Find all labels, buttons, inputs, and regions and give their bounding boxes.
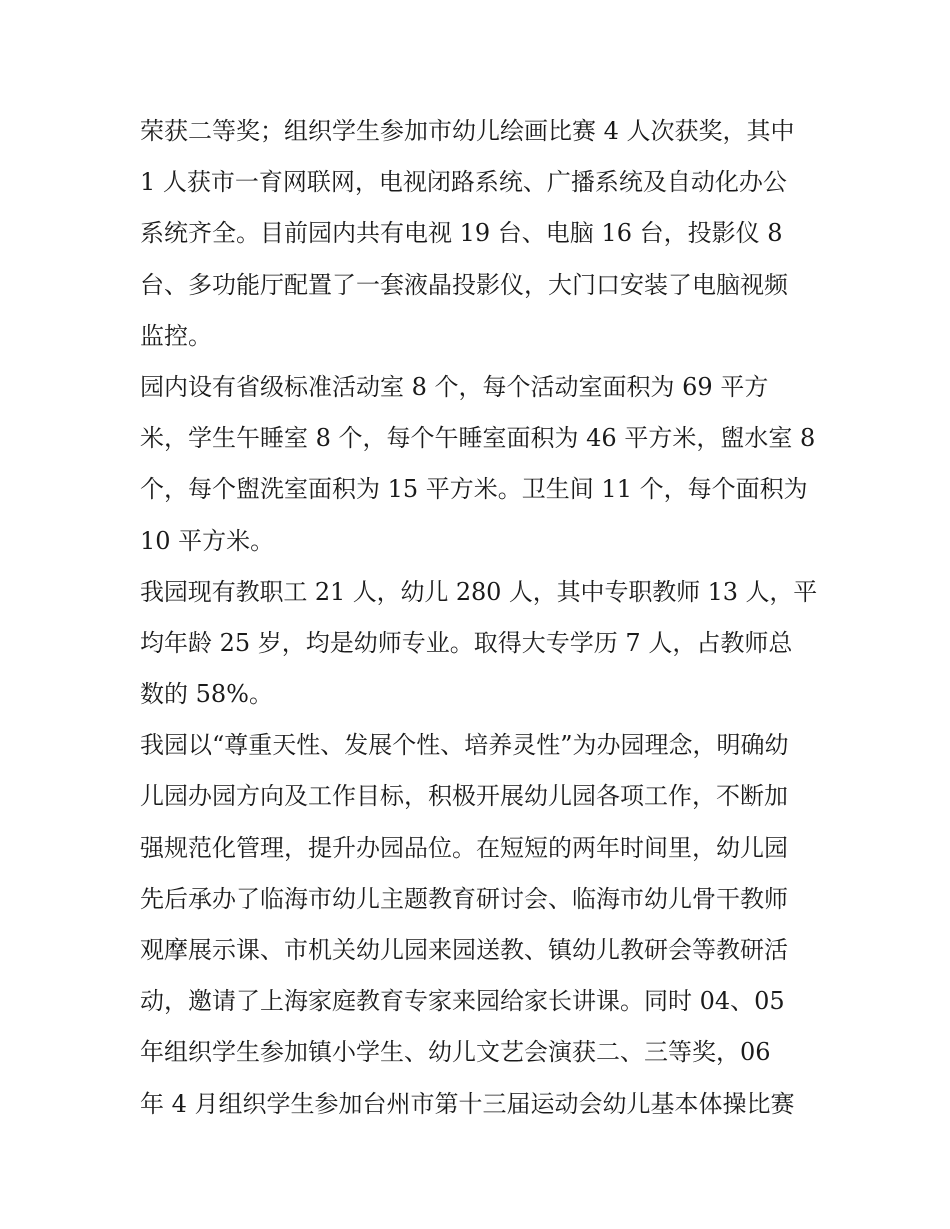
text-line: 系统齐全。目前园内共有电视 19 台、电脑 16 台，投影仪 8 (140, 219, 783, 248)
text-line: 台、多功能厅配置了一套液晶投影仪，大门口安装了电脑视频 (140, 270, 788, 299)
text-line: 监控。 (140, 321, 212, 350)
text-line: 我园以“尊重天性、发展个性、培养灵性”为办园理念，明确幼 (140, 731, 789, 760)
text-line: 米，学生午睡室 8 个，每个午睡室面积为 46 平方米，盥水室 8 (140, 424, 816, 453)
text-line: 年 4 月组织学生参加台州市第十三届运动会幼儿基本体操比赛 (140, 1089, 795, 1118)
text-line: 观摩展示课、市机关幼儿园来园送教、镇幼儿教研会等教研活 (140, 936, 788, 964)
text-line: 荣获二等奖；组织学生参加市幼儿绘画比赛 4 人次获奖，其中 (140, 117, 795, 145)
text-line: 数的 58%。 (140, 680, 273, 709)
text-line: 先后承办了临海市幼儿主题教育研讨会、临海市幼儿骨干教师 (140, 884, 788, 913)
text-line: 1 人获市一育网联网，电视闭路系统、广播系统及自动化办公 (140, 168, 787, 197)
text-line: 儿园办园方向及工作目标，积极开展幼儿园各项工作，不断加 (140, 782, 788, 811)
text-line: 均年龄 25 岁，均是幼师专业。取得大专学历 7 人，占教师总 (140, 628, 793, 657)
text-line: 强规范化管理，提升办园品位。在短短的两年时间里，幼儿园 (140, 833, 788, 862)
text-line: 我园现有教职工 21 人，幼儿 280 人，其中专职教师 13 人，平 (140, 577, 818, 606)
text-line: 动，邀请了上海家庭教育专家来园给家长讲课。同时 04、05 (140, 987, 785, 1016)
text-line: 年组织学生参加镇小学生、幼儿文艺会演获二、三等奖，06 (140, 1038, 771, 1067)
document-body (140, 106, 820, 1130)
text-line: 个，每个盥洗室面积为 15 平方米。卫生间 11 个，每个面积为 (140, 475, 808, 504)
text-line: 园内设有省级标准活动室 8 个，每个活动室面积为 69 平方 (140, 372, 769, 401)
text-line: 10 平方米。 (140, 526, 275, 555)
